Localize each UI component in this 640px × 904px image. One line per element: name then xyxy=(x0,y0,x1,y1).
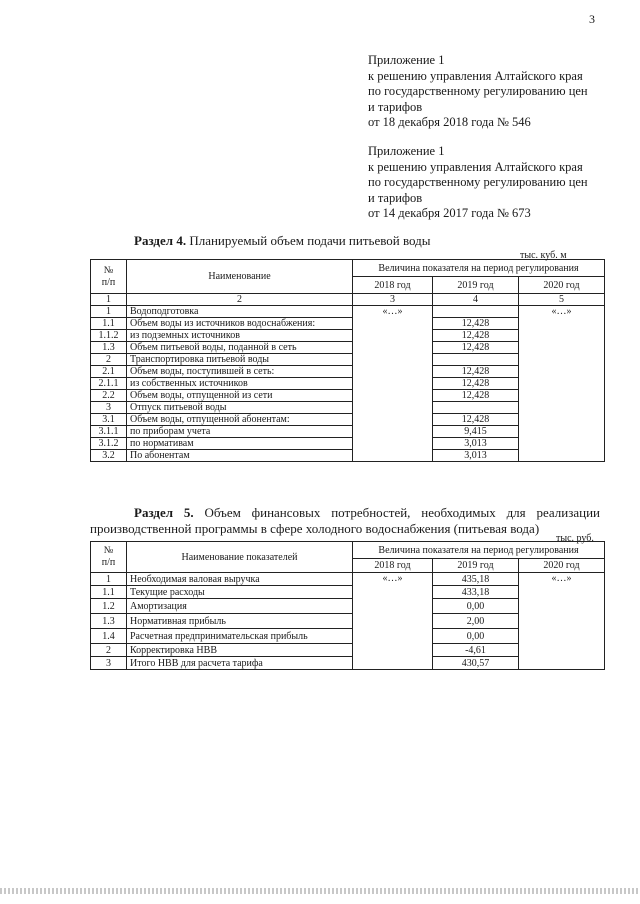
value-2019: 12,428 xyxy=(433,318,519,330)
value-2019: 433,18 xyxy=(433,586,519,599)
value-2019: 3,013 xyxy=(433,450,519,462)
value-2019: 0,00 xyxy=(433,599,519,614)
header-2020: 2020 год xyxy=(519,277,605,294)
row-name: по приборам учета xyxy=(127,426,353,438)
financial-needs-table xyxy=(90,541,605,670)
value-2019: 0,00 xyxy=(433,629,519,644)
scan-edge-divider xyxy=(0,888,640,894)
value-2020-merged: «…» xyxy=(519,573,605,670)
value-2020-merged: «…» xyxy=(519,306,605,462)
row-name: Итого НВВ для расчета тарифа xyxy=(127,657,353,670)
appendix-line: от 14 декабря 2017 года № 673 xyxy=(368,206,531,220)
header-name: Наименование показателей xyxy=(127,542,353,573)
section-5-label: Раздел 5. xyxy=(134,505,194,520)
header-2019: 2019 год xyxy=(433,559,519,573)
appendix-line: по государственному регулированию цен xyxy=(368,175,588,189)
value-2019: 12,428 xyxy=(433,414,519,426)
value-2019: 12,428 xyxy=(433,330,519,342)
row-num: 3.1.1 xyxy=(91,426,127,438)
row-num: 3.2 xyxy=(91,450,127,462)
row-num: 3 xyxy=(91,402,127,414)
section-4-heading: Планируемый объем подачи питьевой воды xyxy=(189,233,431,248)
section-4-label: Раздел 4. xyxy=(134,233,187,248)
appendix-line: к решению управления Алтайского края xyxy=(368,159,583,174)
row-name: Объем воды, поступившей в сеть: xyxy=(127,366,353,378)
appendix-line: и тарифов xyxy=(368,190,423,205)
value-2019: 435,18 xyxy=(433,573,519,586)
row-name: Текущие расходы xyxy=(127,586,353,599)
row-name: Объем воды, отпущенной из сети xyxy=(127,390,353,402)
section-5-unit: тыс. руб. xyxy=(556,533,594,544)
row-name: Амортизация xyxy=(127,599,353,614)
row-num: 1.3 xyxy=(91,614,127,629)
value-2018-merged: «…» xyxy=(353,573,433,670)
page-number: 3 xyxy=(589,12,595,26)
table-row xyxy=(91,573,605,586)
row-name: Объем воды, отпущенной абонентам: xyxy=(127,414,353,426)
row-name: из собственных источников xyxy=(127,378,353,390)
row-name: Объем воды из источников водоснабжения: xyxy=(127,318,353,330)
section-5-heading: Объем финансовых потребностей, необходимых для реализации производственной программы в сфере холодного водоснабжения (питьевая вода) xyxy=(90,505,601,536)
value-2019: 9,415 xyxy=(433,426,519,438)
row-num: 2 xyxy=(91,354,127,366)
section-5-title xyxy=(90,505,600,537)
table-row xyxy=(91,306,605,318)
header-period: Величина показателя на период регулирования xyxy=(353,542,605,559)
value-2019: 12,428 xyxy=(433,390,519,402)
col-number: 2 xyxy=(127,294,353,306)
row-name: из подземных источников xyxy=(127,330,353,342)
header-num: № п/п xyxy=(91,542,127,573)
value-2019: 12,428 xyxy=(433,342,519,354)
row-num: 1.1.2 xyxy=(91,330,127,342)
water-volume-table xyxy=(90,259,605,462)
row-name: Корректировка НВВ xyxy=(127,644,353,657)
row-num: 3 xyxy=(91,657,127,670)
value-2019 xyxy=(433,354,519,366)
row-name: по нормативам xyxy=(127,438,353,450)
header-name: Наименование xyxy=(127,260,353,294)
appendix-line: от 18 декабря 2018 года № 546 xyxy=(368,115,531,129)
col-number: 4 xyxy=(433,294,519,306)
col-number: 1 xyxy=(91,294,127,306)
appendix-line: Приложение 1 xyxy=(368,144,445,158)
header-2020: 2020 год xyxy=(519,559,605,573)
appendix-line: по государственному регулированию цен xyxy=(368,84,588,98)
row-name: Расчетная предпринимательская прибыль xyxy=(127,629,353,644)
header-2019: 2019 год xyxy=(433,277,519,294)
value-2019: 3,013 xyxy=(433,438,519,450)
row-name: Транспортировка питьевой воды xyxy=(127,354,353,366)
value-2019: 12,428 xyxy=(433,378,519,390)
row-num: 1.3 xyxy=(91,342,127,354)
row-num: 1.4 xyxy=(91,629,127,644)
header-period: Величина показателя на период регулирования xyxy=(353,260,605,277)
header-2018: 2018 год xyxy=(353,277,433,294)
row-num: 3.1.2 xyxy=(91,438,127,450)
row-num: 2.1 xyxy=(91,366,127,378)
row-name: Нормативная прибыль xyxy=(127,614,353,629)
appendix-line: к решению управления Алтайского края xyxy=(368,68,583,83)
appendix-line: и тарифов xyxy=(368,99,423,114)
header-2018: 2018 год xyxy=(353,559,433,573)
col-number: 5 xyxy=(519,294,605,306)
value-2018-merged: «…» xyxy=(353,306,433,462)
row-name: Объем питьевой воды, поданной в сеть xyxy=(127,342,353,354)
row-name: Отпуск питьевой воды xyxy=(127,402,353,414)
value-2019: 430,57 xyxy=(433,657,519,670)
row-num: 2.2 xyxy=(91,390,127,402)
value-2019 xyxy=(433,402,519,414)
row-num: 1 xyxy=(91,573,127,586)
row-name: По абонентам xyxy=(127,450,353,462)
header-num: № п/п xyxy=(91,260,127,294)
row-num: 1.1 xyxy=(91,318,127,330)
section-4-unit: тыс. куб. м xyxy=(520,250,567,261)
appendix-header-2017 xyxy=(368,144,630,222)
row-num: 3.1 xyxy=(91,414,127,426)
value-2019 xyxy=(433,306,519,318)
value-2019: 12,428 xyxy=(433,366,519,378)
section-4-title xyxy=(134,233,431,249)
row-num: 2.1.1 xyxy=(91,378,127,390)
appendix-line: Приложение 1 xyxy=(368,53,445,67)
value-2019: -4,61 xyxy=(433,644,519,657)
row-num: 1.1 xyxy=(91,586,127,599)
row-num: 1.2 xyxy=(91,599,127,614)
appendix-header-2018 xyxy=(368,53,630,131)
col-number: 3 xyxy=(353,294,433,306)
row-num: 2 xyxy=(91,644,127,657)
row-name: Необходимая валовая выручка xyxy=(127,573,353,586)
row-num: 1 xyxy=(91,306,127,318)
row-name: Водоподготовка xyxy=(127,306,353,318)
value-2019: 2,00 xyxy=(433,614,519,629)
